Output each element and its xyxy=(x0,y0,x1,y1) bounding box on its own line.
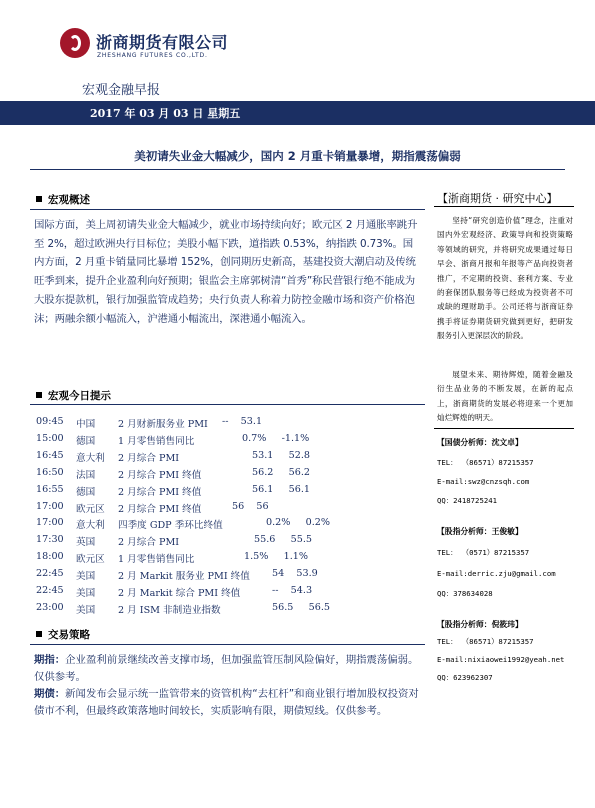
calendar-row xyxy=(36,433,426,449)
calendar-values: 1.5% 1.1% xyxy=(244,551,308,563)
company-logo-icon xyxy=(60,28,90,58)
calendar-country: 美国 xyxy=(76,571,96,583)
calendar-time: 18:00 xyxy=(36,551,64,563)
calendar-country: 美国 xyxy=(76,604,96,616)
research-center-intro: 坚持“研究创造价值”理念，注重对国内外宏观经济、政策导向和投资策略等领域的研究，并将研究成果通过每日早会、浙商月报和年报等产品向投资者推广，不定期的投资、套利方案、专业的套保团队服务等已经成为投资者不可或缺的理财助手。公司还将与浙商证券携手将证券期货研究做到更好，把研发服务引入更深层次的阶段。 xyxy=(437,216,573,341)
calendar-row xyxy=(36,501,426,517)
calendar-country: 德国 xyxy=(76,435,96,447)
square-bullet-icon xyxy=(36,196,42,202)
calendar-time: 16:50 xyxy=(36,466,64,478)
calendar-event: 2 月综合 PMI 终值 xyxy=(118,486,202,498)
strategy-text: 企业盈利前景继续改善支撑市场，但加强监管压制风险偏好，期指震荡偏弱。仅供参考。 xyxy=(34,654,419,683)
calendar-event: 1 月零售销售同比 xyxy=(118,435,195,447)
calendar-time: 23:00 xyxy=(36,601,64,613)
calendar-event: 2 月 ISM 非制造业指数 xyxy=(118,604,221,616)
calendar-country: 意大利 xyxy=(76,520,105,532)
section-title: 宏观概述 xyxy=(48,194,90,206)
calendar-time: 17:30 xyxy=(36,534,64,546)
calendar-event: 2 月综合 PMI xyxy=(118,537,180,549)
calendar-values: 56.1 56.1 xyxy=(252,483,310,495)
strategy-label: 期指： xyxy=(34,654,66,666)
calendar-country: 美国 xyxy=(76,588,96,599)
calendar-values: 54 53.9 xyxy=(272,568,318,580)
company-name-en: ZHESHANG FUTURES CO.,LTD. xyxy=(97,52,208,59)
calendar-time: 22:45 xyxy=(36,585,64,596)
report-type: 宏观金融早报 xyxy=(82,83,161,98)
research-center-outlook: 展望未来、期待辉煌，随着金融及衍生品业务的不断发展，在新的起点上，浙商期货的发展必将迎来一个更加灿烂辉煌的明天。 xyxy=(437,370,573,423)
calendar-values: 0.2% 0.2% xyxy=(266,517,330,529)
analyst-qq: QQ：2418725241 xyxy=(437,496,498,505)
calendar-event: 2 月综合 PMI xyxy=(118,452,180,464)
calendar-row xyxy=(36,467,426,483)
calendar-country: 德国 xyxy=(76,486,96,498)
calendar-values: 0.7% -1.1% xyxy=(242,432,310,444)
calendar-time: 09:45 xyxy=(36,416,64,427)
calendar-values: -- 54.3 xyxy=(272,585,313,596)
section-divider xyxy=(30,404,425,405)
calendar-event: 2 月综合 PMI 终值 xyxy=(118,469,202,481)
analyst-tel: TEL： （0571）87215357 xyxy=(437,548,530,557)
calendar-row xyxy=(36,416,426,432)
calendar-row xyxy=(36,534,426,550)
calendar-values: 56.2 56.2 xyxy=(252,466,310,478)
calendar-event: 2 月 Markit 综合 PMI 终值 xyxy=(118,588,241,599)
calendar-row xyxy=(36,602,426,618)
calendar-time: 15:00 xyxy=(36,432,64,444)
analyst-name: 【国债分析师：沈文卓】 xyxy=(437,438,523,447)
calendar-row xyxy=(36,568,426,584)
calendar-event: 1 月零售销售同比 xyxy=(118,554,195,566)
section-divider xyxy=(30,644,425,645)
calendar-country: 欧元区 xyxy=(76,554,105,566)
calendar-event: 2 月财新服务业 PMI xyxy=(118,419,208,430)
strategy-item-index xyxy=(34,652,426,685)
analyst-qq: QQ：623962307 xyxy=(437,673,493,682)
analyst-tel: TEL： （86571）87215357 xyxy=(437,637,534,646)
analyst-email[interactable]: E-mail:swz@cnzsqh.com xyxy=(437,477,530,486)
calendar-values: 53.1 52.8 xyxy=(252,449,310,461)
calendar-values: -- 53.1 xyxy=(222,416,263,427)
sidebar-divider xyxy=(434,428,574,429)
calendar-values: 55.6 55.5 xyxy=(254,534,312,546)
square-bullet-icon xyxy=(36,631,42,637)
sidebar-divider xyxy=(434,206,574,207)
analyst-name: 【股指分析师：王俊敏】 xyxy=(437,527,523,536)
research-center-title: 【浙商期货 · 研究中心】 xyxy=(437,192,558,205)
calendar-event: 2 月 Markit 服务业 PMI 终值 xyxy=(118,571,250,583)
calendar-country: 意大利 xyxy=(76,452,105,464)
section-divider xyxy=(30,209,425,210)
calendar-event: 四季度 GDP 季环比终值 xyxy=(118,520,223,532)
strategy-item-bond xyxy=(34,686,426,719)
calendar-values: 56.5 56.5 xyxy=(272,601,330,613)
calendar-country: 法国 xyxy=(76,469,96,481)
analyst-name: 【股指分析师：倪筱玮】 xyxy=(437,620,523,629)
section-heading-calendar xyxy=(36,388,111,403)
section-title: 宏观今日提示 xyxy=(48,390,111,402)
calendar-row xyxy=(36,450,426,466)
analyst-qq: QQ：378634028 xyxy=(437,589,493,598)
calendar-time: 16:55 xyxy=(36,483,64,495)
analyst-email[interactable]: E-mail:nixiaowei1992@yeah.net xyxy=(437,655,565,664)
section-title: 交易策略 xyxy=(48,629,90,641)
calendar-row xyxy=(36,551,426,567)
section-heading-overview xyxy=(36,192,90,207)
strategy-label: 期债： xyxy=(34,688,66,700)
calendar-country: 英国 xyxy=(76,537,96,549)
strategy-text: 新闻发布会显示统一监管带来的资管机构“去杠杆”和商业银行增加股权投资对债市不利，但最终政策落地时间较长，实质影响有限，期债短线。仅供参考。 xyxy=(34,688,419,717)
calendar-values: 56 56 xyxy=(232,500,269,512)
calendar-time: 17:00 xyxy=(36,517,64,529)
calendar-time: 17:00 xyxy=(36,500,64,512)
company-name-cn: 浙商期货有限公司 xyxy=(96,33,229,52)
calendar-row xyxy=(36,484,426,500)
calendar-country: 中国 xyxy=(76,419,96,430)
calendar-country: 欧元区 xyxy=(76,503,105,515)
headline-divider xyxy=(30,169,565,170)
square-bullet-icon xyxy=(36,392,42,398)
report-date: 2017 年 03 月 03 日 星期五 xyxy=(90,107,241,120)
analyst-tel: TEL： （86571）87215357 xyxy=(437,458,534,467)
analyst-email[interactable]: E-mail:derric.zju@gmail.com xyxy=(437,569,556,578)
calendar-time: 22:45 xyxy=(36,568,64,580)
section-heading-strategy xyxy=(36,627,90,642)
calendar-time: 16:45 xyxy=(36,449,64,461)
calendar-row xyxy=(36,585,426,601)
calendar-row xyxy=(36,517,426,533)
overview-paragraph: 国际方面，美上周初请失业金大幅减少，就业市场持续向好；欧元区 2 月通胀率跳升至 2%，超过欧洲央行目标位；美股小幅下跌，道指跌 0.53%，纳指跌 0.73%。国内方面，2 月重卡销量同比暴增 152%，创同期历史新高，基建投资大潮启动及传统旺季到来，提升企业盈利向好预期；银监会主席郭树清“首秀”称民营银行绝不能成为大股东提款机，银行加强监管成趋势；央行负责人称着力防控金融市场和资产价格泡沫；两融余额小幅流入，沪港通小幅流出，深港通小幅流入。 xyxy=(34,219,418,325)
calendar-event: 2 月综合 PMI 终值 xyxy=(118,503,202,515)
headline: 美初请失业金大幅减少，国内 2 月重卡销量暴增，期指震荡偏弱 xyxy=(134,149,461,163)
